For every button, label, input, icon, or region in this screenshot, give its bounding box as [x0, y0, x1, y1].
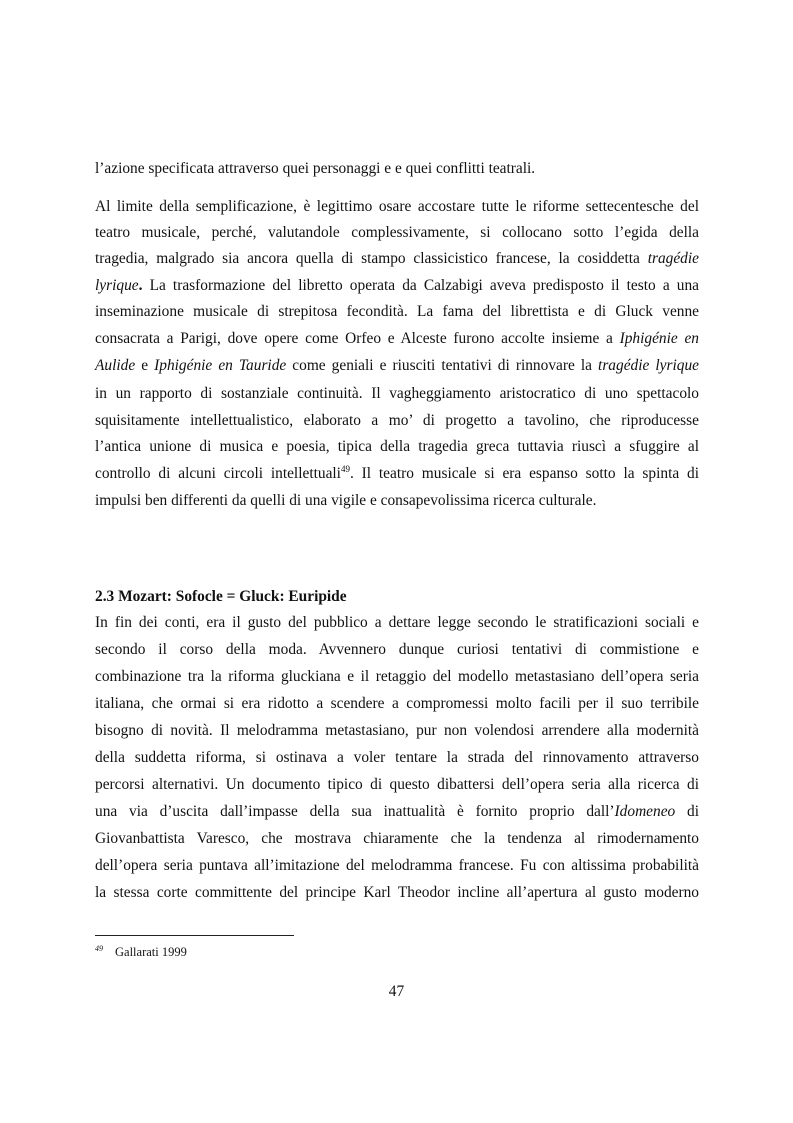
- paragraph-line: dell’opera seria puntava all’imitazione del melodramma francese. Fu con altissima probabilità: [95, 857, 699, 874]
- italic-title: Iphigénie en Tauride: [154, 357, 287, 374]
- paragraph-line: [95, 801, 699, 823]
- paragraph-line: Giovanbattista Varesco, che mostrava chiaramente che la tendenza al rimodernamento: [95, 830, 699, 847]
- paragraph-line: [95, 463, 699, 485]
- paragraph-line: italiana, che ormai si era ridotto a scendere a compromessi molto facili per il suo terribile: [95, 695, 699, 712]
- text-run: . Il teatro musicale si era espanso sotto la spinta di: [349, 465, 700, 482]
- paragraph-line: squisitamente intellettualistico, elaborato a mo’ di progetto a tavolino, che riproducesse: [95, 412, 699, 429]
- italic-title: Iphigénie en: [619, 330, 699, 347]
- section-heading: 2.3 Mozart: Sofocle = Gluck: Euripide: [95, 588, 347, 605]
- paragraph-line: l’azione specificata attraverso quei personaggi e e quei conflitti teatrali.: [95, 160, 536, 177]
- text-run: controllo di alcuni circoli intellettuali: [95, 465, 341, 482]
- footnote-mark: 49: [95, 944, 103, 953]
- paragraph-line: secondo il corso della moda. Avvennero dunque curiosi tentativi di commistione e: [95, 641, 699, 658]
- paragraph-line: l’antica unione di musica e poesia, tipica della tragedia greca tuttavia riuscì a sfuggire al: [95, 438, 699, 455]
- paragraph-line: Al limite della semplificazione, è legittimo osare accostare tutte le riforme settecentesche del: [95, 198, 699, 215]
- italic-title: Aulide: [95, 357, 136, 374]
- paragraph-line: della suddetta riforma, si ostinava a voler tentare la strada del rinnovamento attraverso: [95, 749, 699, 766]
- paragraph-line: la stessa corte committente del principe Karl Theodor incline all’apertura al gusto moderno: [95, 884, 699, 901]
- italic-title: Idomeneo: [614, 803, 676, 820]
- text-run: di: [675, 803, 699, 820]
- text-run: come geniali e riusciti tentativi di rinnovare la: [286, 357, 592, 374]
- text-run: e: [135, 357, 155, 374]
- italic-title: tragédie: [647, 250, 699, 267]
- paragraph-line: combinazione tra la riforma gluckiana e il retaggio del modello metastasiano dell’opera seria: [95, 668, 699, 685]
- paragraph-line: [95, 275, 699, 297]
- footnote: [95, 941, 187, 960]
- paragraph-line: In fin dei conti, era il gusto del pubblico a dettare legge secondo le stratificazioni sociali e: [95, 614, 699, 631]
- text-run: La trasformazione del libretto operata da Calzabigi aveva predisposto il testo a una: [142, 277, 699, 294]
- italic-title: lyrique: [95, 277, 139, 294]
- paragraph-line: impulsi ben differenti da quelli di una vigile e consapevolissima ricerca culturale.: [95, 492, 597, 509]
- italic-title: tragédie lyrique: [598, 357, 699, 374]
- footnote-text: Gallarati 1999: [115, 945, 187, 960]
- paragraph-line: percorsi alternativi. Un documento tipico di questo dibattersi dell’opera seria alla ricerca di: [95, 776, 699, 793]
- paragraph-line: inseminazione musicale di strepitosa fecondità. La fama del librettista e di Gluck venne: [95, 303, 699, 320]
- page-number: 47: [388, 983, 405, 1000]
- paragraph-line: in un rapporto di sostanziale continuità. Il vagheggiamento aristocratico di uno spettacolo: [95, 385, 699, 402]
- footnote-divider: [95, 935, 294, 936]
- paragraph-line: [95, 328, 699, 350]
- paragraph-line: teatro musicale, perché, valutandole complessivamente, si collocano sotto l’egida della: [95, 224, 699, 241]
- paragraph-line: [95, 355, 699, 377]
- paragraph-line: bisogno di novità. Il melodramma metastasiano, pur non volendosi arrendere alla modernità: [95, 722, 699, 739]
- text-run: consacrata a Parigi, dove opere come Orfeo e Alceste furono accolte insieme a: [95, 330, 613, 347]
- text-run: tragedia, malgrado sia ancora quella di stampo classicistico francese, la cosiddetta: [95, 250, 640, 267]
- text-run: una via d’uscita dall’impasse della sua inattualità è fornito proprio dall’: [95, 803, 615, 820]
- paragraph-line: [95, 248, 699, 270]
- text-run: .: [138, 277, 143, 294]
- footnote-reference[interactable]: 49: [340, 463, 350, 474]
